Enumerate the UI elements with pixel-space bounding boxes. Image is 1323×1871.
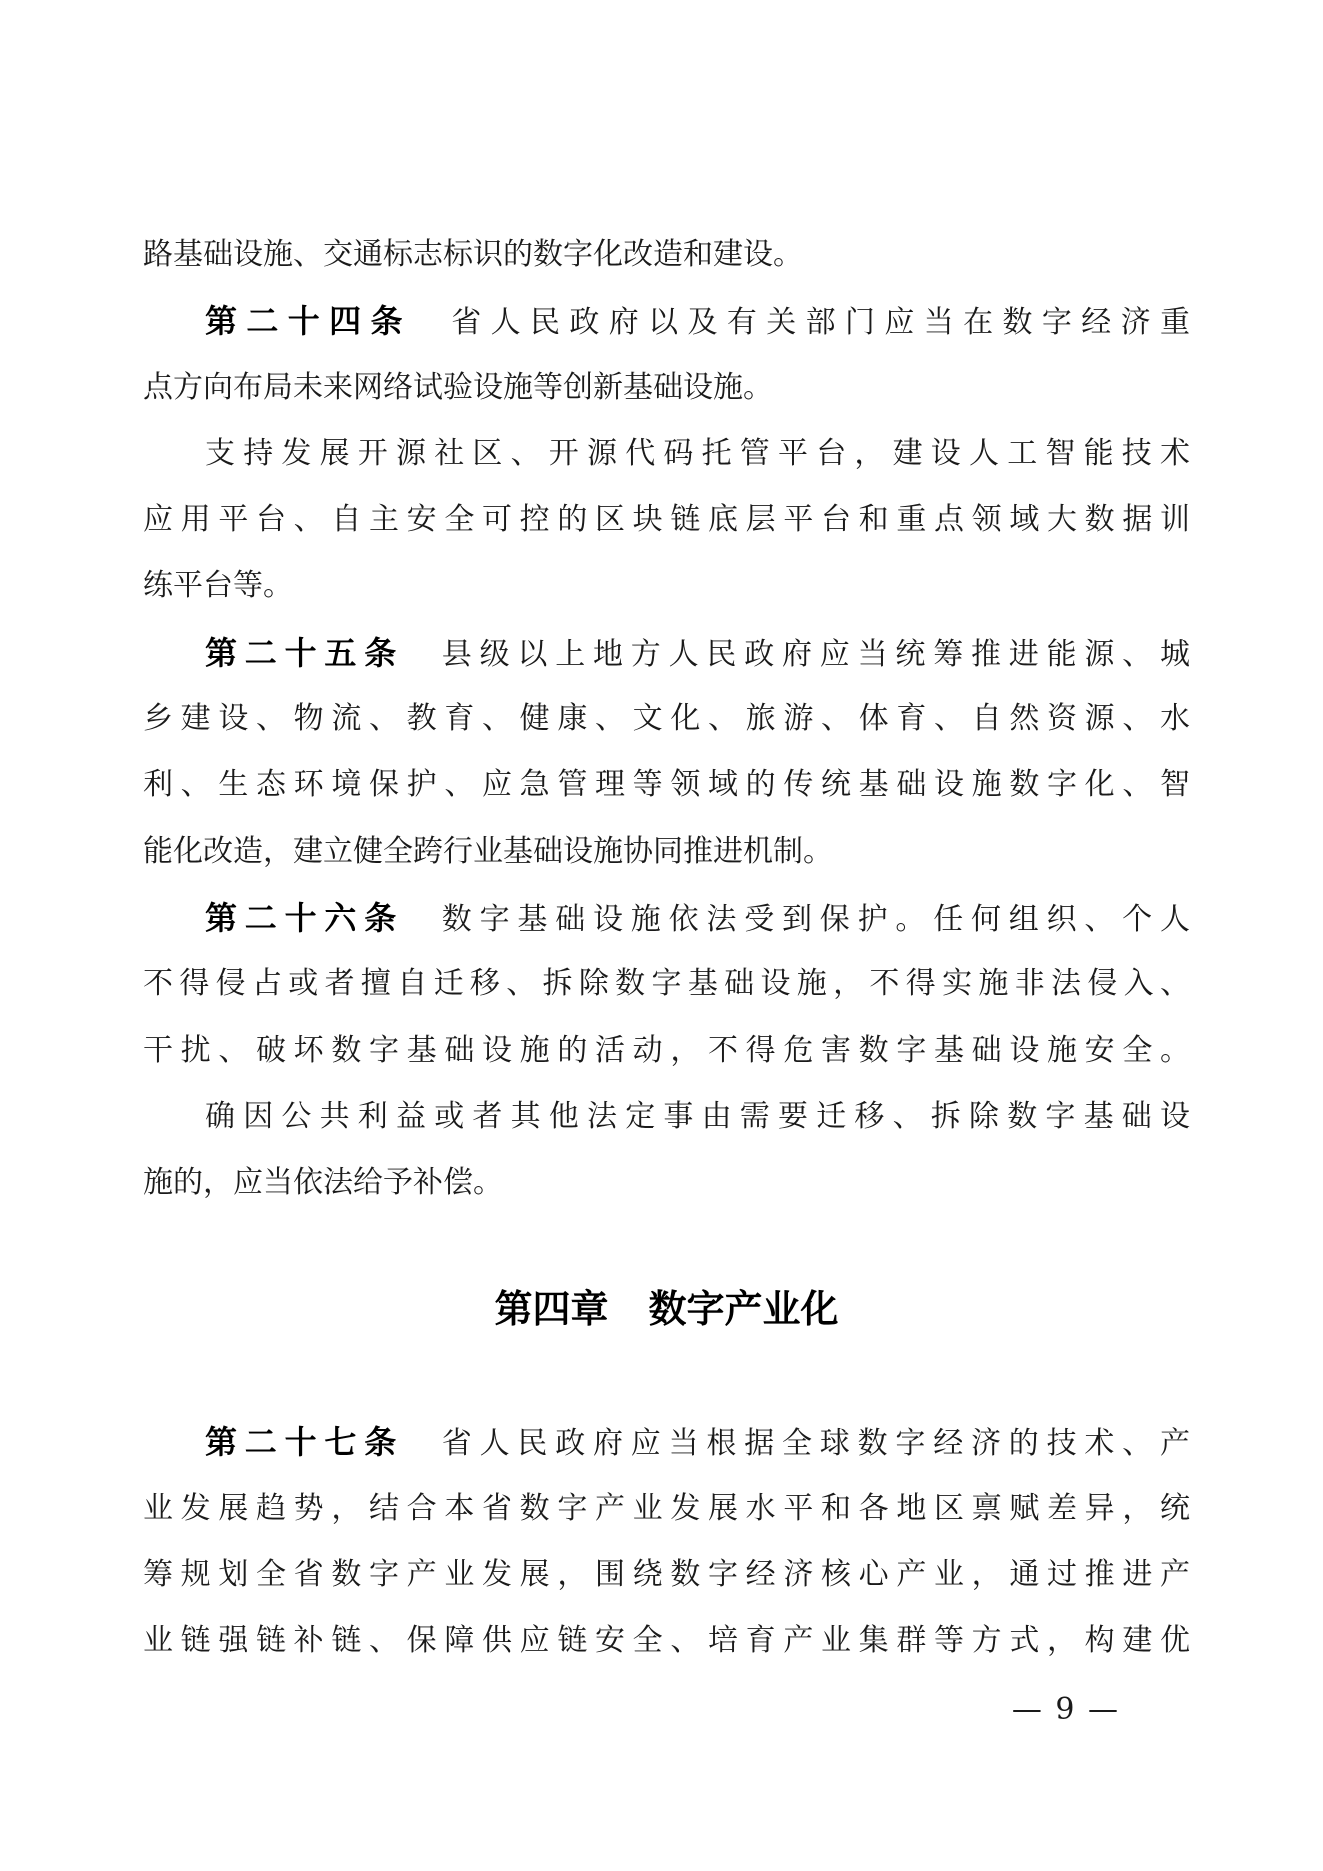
body-text: 支持发展开源社区、开源代码托管平台，建设人工智能技术 <box>205 435 1190 471</box>
body-text: 县级以上地方人民政府应当统筹推进能源、城 <box>404 636 1190 672</box>
article-number: 第二十五条 <box>205 633 404 672</box>
text-line <box>143 1150 1190 1216</box>
article-number: 第二十六条 <box>205 898 404 937</box>
text-line <box>143 553 1190 619</box>
text-line <box>143 686 1190 752</box>
body-text: 省人民政府应当根据全球数字经济的技术、产 <box>404 1426 1190 1462</box>
body-text: 筹规划全省数字产业发展，围绕数字经济核心产业，通过推进产 <box>143 1557 1190 1593</box>
page-number: — 9 — <box>1011 1692 1120 1727</box>
article-number: 第二十四条 <box>205 302 412 341</box>
text-line <box>143 951 1190 1017</box>
body-text: 业链强链补链、保障供应链安全、培育产业集群等方式，构建优 <box>143 1623 1190 1659</box>
text-line <box>143 1018 1190 1084</box>
body-text: 业发展趋势，结合本省数字产业发展水平和各地区禀赋差异，统 <box>143 1490 1190 1526</box>
article-number: 第二十七条 <box>205 1423 404 1462</box>
body-text: 施的，应当依法给予补偿。 <box>143 1165 503 1201</box>
text-line <box>143 355 1190 421</box>
body-text: 能化改造，建立健全跨行业基础设施协同推进机制。 <box>143 833 833 869</box>
body-text: 路基础设施、交通标志标识的数字化改造和建设。 <box>143 237 803 272</box>
text-line <box>143 1542 1190 1608</box>
text-line <box>143 288 1190 354</box>
text-block <box>143 222 1190 1675</box>
chapter-heading <box>143 1276 1190 1342</box>
body-text: 练平台等。 <box>143 568 293 604</box>
body-text: 确因公共利益或者其他法定事由需要迁移、拆除数字基础设 <box>205 1098 1190 1134</box>
body-text: 乡建设、物流、教育、健康、文化、旅游、体育、自然资源、水 <box>143 701 1190 737</box>
text-line <box>143 1476 1190 1542</box>
body-text: 数字基础设施依法受到保护。任何组织、个人 <box>404 901 1190 937</box>
body-text: 点方向布局未来网络试验设施等创新基础设施。 <box>143 369 773 405</box>
body-text: 省人民政府以及有关部门应当在数字经济重 <box>411 305 1190 341</box>
body-text: 利、生态环境保护、应急管理等领域的传统基础设施数字化、智 <box>143 767 1190 803</box>
text-line <box>143 1084 1190 1150</box>
text-line <box>143 620 1190 686</box>
text-line <box>143 819 1190 885</box>
chapter-number: 第四章 <box>494 1287 609 1332</box>
text-line <box>143 222 1190 288</box>
text-line <box>143 487 1190 553</box>
text-line <box>143 1608 1190 1674</box>
body-text: 不得侵占或者擅自迁移、拆除数字基础设施，不得实施非法侵入、 <box>143 966 1190 1002</box>
text-line <box>143 421 1190 487</box>
text-line <box>143 1409 1190 1475</box>
chapter-title: 数字产业化 <box>648 1287 839 1332</box>
body-text: 干扰、破坏数字基础设施的活动，不得危害数字基础设施安全。 <box>143 1032 1190 1068</box>
text-line <box>143 752 1190 818</box>
body-text: 应用平台、自主安全可控的区块链底层平台和重点领域大数据训 <box>143 502 1190 538</box>
text-line <box>143 885 1190 951</box>
